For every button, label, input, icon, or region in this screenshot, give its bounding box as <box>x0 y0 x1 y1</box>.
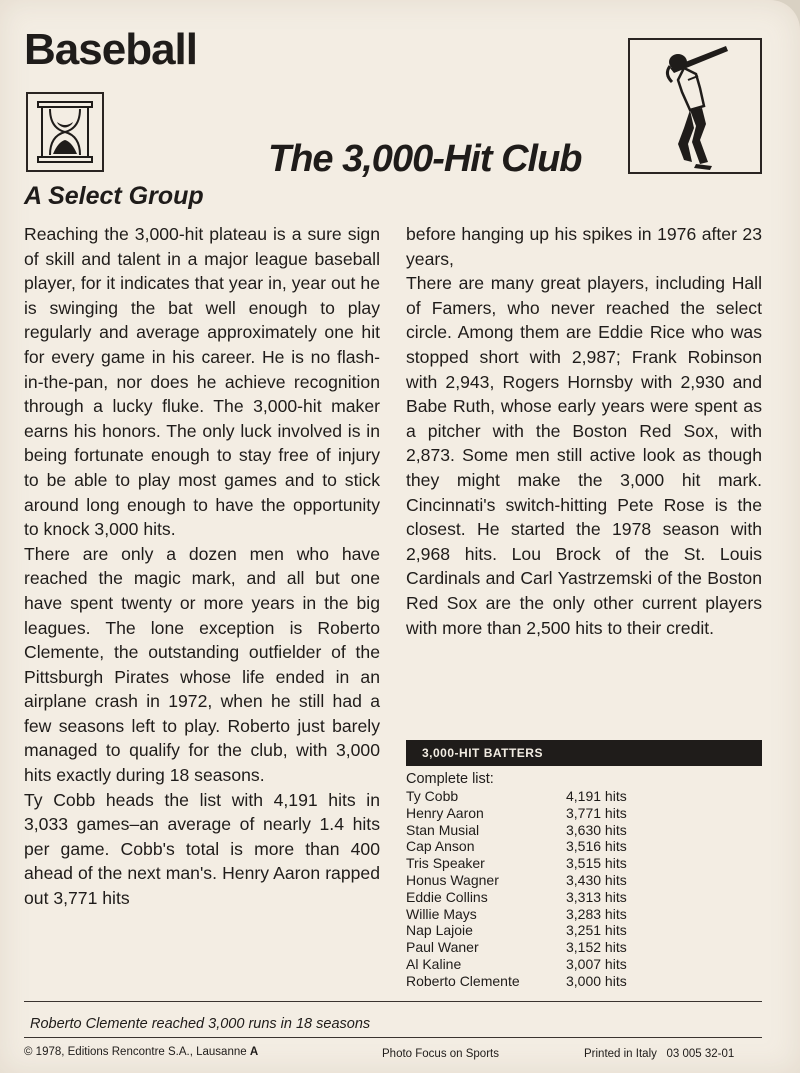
table-row <box>406 922 762 939</box>
series-letter: A <box>249 1046 259 1058</box>
hit-total: 3,152 hits <box>566 939 627 956</box>
table-row <box>406 906 762 923</box>
divider <box>24 1037 762 1038</box>
paragraph: Ty Cobb heads the list with 4,191 hits in 3,033 games–an average of nearly 1.4 hits per game. Cobb's total is more than 400 ahead of the next man's. Henry Aaron rapped out 3,771 hits <box>24 789 380 909</box>
table-header: 3,000-HIT BATTERS <box>406 740 762 766</box>
article-subhead: A Select Group <box>24 182 204 210</box>
hit-total: 3,283 hits <box>566 905 627 922</box>
print-info: Printed in Italy 03 005 32-01 <box>584 1048 735 1060</box>
hit-total: 3,251 hits <box>566 922 627 939</box>
category-icon-frame <box>26 92 104 172</box>
hit-total: 3,630 hits <box>566 821 627 838</box>
hit-total: 3,516 hits <box>566 838 627 855</box>
article-headline: The 3,000-Hit Club <box>268 138 582 180</box>
player-name: Ty Cobb <box>406 788 459 804</box>
hit-total: 3,313 hits <box>566 888 627 905</box>
table-row <box>406 872 762 889</box>
player-name: Stan Musial <box>406 821 480 838</box>
player-name: Willie Mays <box>406 905 477 922</box>
table-row <box>406 855 762 872</box>
table-row <box>406 805 762 822</box>
photo-credit: Photo Focus on Sports <box>382 1048 499 1060</box>
player-name: Nap Lajoie <box>406 922 473 939</box>
player-name: Tris Speaker <box>406 855 485 872</box>
table-row <box>406 788 762 805</box>
player-name: Honus Wagner <box>406 871 499 888</box>
player-name: Cap Anson <box>406 838 475 855</box>
table-rows <box>406 788 762 990</box>
table-row <box>406 956 762 973</box>
table-row <box>406 889 762 906</box>
photo-caption: Roberto Clemente reached 3,000 runs in 18 seasons <box>30 1016 371 1032</box>
table-row <box>406 838 762 855</box>
paragraph: before hanging up his spikes in 1976 after 23 years, <box>406 224 762 269</box>
body-column-left <box>24 222 380 911</box>
hit-total: 3,771 hits <box>566 804 627 821</box>
table-row <box>406 939 762 956</box>
table-subtitle: Complete list: <box>406 771 494 787</box>
copyright-text: © 1978, Editions Rencontre S.A., Lausanne <box>24 1046 247 1058</box>
player-name: Roberto Clemente <box>406 972 520 989</box>
paragraph: There are many great players, including Hall of Famers, who never reached the select circle. Among them are Eddie Rice who was stopped short with 2,987; Frank Robinson with 2,943, Rogers Hornsby with 2,930 and Babe Ruth, whose early years were spent as a pitcher with the Boston Red Sox, with 2,873. Some men still active look as though they might make the 3,000 hit mark. Cincinnati's switch-hitting Pete Rose is the closest. He started the 1978 season with 2,968 hits. Lou Brock of the St. Louis Cardinals and Carl Yastrzemski of the Boston Red Sox are the only other current players with more than 2,500 hits to their credit. <box>406 273 762 638</box>
player-name: Al Kaline <box>406 955 462 972</box>
table-row <box>406 973 762 990</box>
hit-total: 3,430 hits <box>566 871 627 888</box>
hourglass-icon <box>36 100 94 164</box>
illustration-frame <box>628 38 762 174</box>
table-row <box>406 822 762 839</box>
divider <box>24 1001 762 1002</box>
category-title: Baseball <box>24 25 197 74</box>
hit-total: 3,007 hits <box>566 955 627 972</box>
hit-total: 3,000 hits <box>566 972 627 989</box>
body-column-right <box>406 222 762 640</box>
player-name: Eddie Collins <box>406 888 488 905</box>
paragraph: There are only a dozen men who have reached the magic mark, and all but one have spent twenty or more years in the big leagues. The lone exception is Roberto Clemente, the outstanding outfielder of the Pittsburgh Pirates whose life ended in an airplane crash in 1972, when he still had a few seasons left to play. Roberto just barely managed to qualify for the club, with 3,000 hits exactly during 18 seasons. <box>24 543 380 786</box>
batter-icon <box>648 40 744 174</box>
player-name: Henry Aaron <box>406 804 484 821</box>
copyright <box>24 1046 258 1058</box>
paragraph: Reaching the 3,000-hit plateau is a sure sign of skill and talent in a major league baseball player, for it indicates that year in, year out he is swinging the bat well enough to play regularly and average approximately one hit for every game in his career. He is no flash-in-the-pan, nor does he achieve recognition through a lucky fluke. The 3,000-hit maker earns his honors. The only luck involved is in being fortunate enough to stay free of injury to be able to play most games and to stick around long enough to have the opportunity to knock 3,000 hits. <box>24 224 380 540</box>
hit-batters-table <box>406 740 762 990</box>
hit-total: 4,191 hits <box>566 788 627 804</box>
player-name: Paul Waner <box>406 939 479 956</box>
hit-total: 3,515 hits <box>566 855 627 872</box>
